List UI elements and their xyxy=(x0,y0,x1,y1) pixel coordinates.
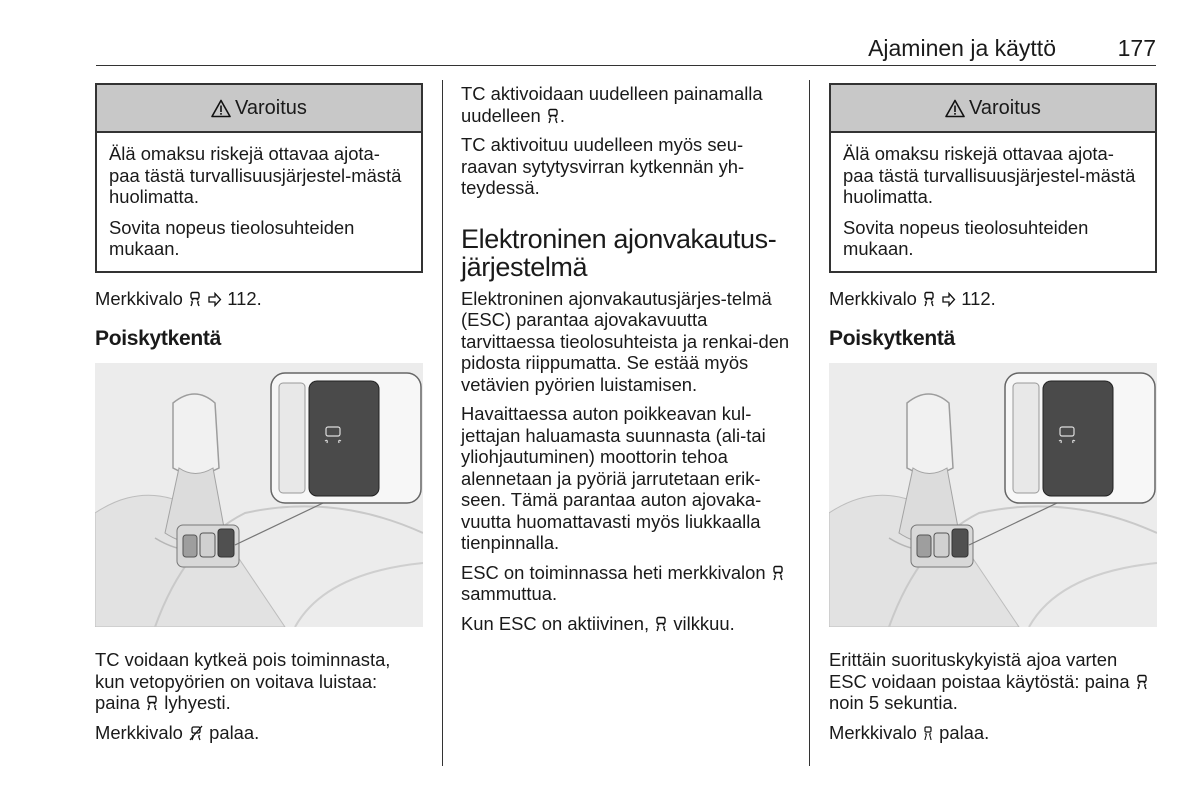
indicator-label: Merkkivalo xyxy=(95,287,183,309)
warning-triangle-icon xyxy=(211,99,231,118)
traction-control-off-icon xyxy=(188,725,204,741)
section-title: Ajaminen ja käyttö xyxy=(868,35,1056,61)
traction-control-icon xyxy=(654,616,668,632)
column-left xyxy=(95,83,423,751)
warning-title: Varoitus xyxy=(235,96,307,119)
warning-header xyxy=(831,85,1155,133)
warning-text: Älä omaksu riskejä ottavaa ajota-paa tästä turvallisuusjärjestel-mästä huolimatta. xyxy=(843,143,1136,207)
esc-button-illustration xyxy=(829,363,1157,627)
page-number: 177 xyxy=(1117,35,1156,61)
column-divider xyxy=(442,80,443,766)
esc-button-illustration xyxy=(95,363,423,627)
paragraph: Merkkivalo palaa. xyxy=(829,721,990,743)
column-divider xyxy=(809,80,810,766)
indicator-reference xyxy=(95,288,423,310)
warning-title: Varoitus xyxy=(969,96,1041,119)
indicator-label: Merkkivalo xyxy=(829,287,917,309)
traction-control-icon xyxy=(188,291,202,307)
paragraph: Elektroninen ajonvakautusjärjes-telmä (ESC) parantaa ajovakavuutta tarvittaessa tieolosuhteista ja renkai-den pidosta riippumatta. Se estää myös vetävien pyörien luistamisen. xyxy=(461,287,790,395)
page-reference-arrow-icon xyxy=(207,292,222,307)
traction-control-icon xyxy=(1135,674,1149,690)
paragraph: Havaittaessa auton poikkeavan kul-jettajan haluamasta suunnasta (ali-tai yliohjautuminen) moottorin tehoa alennetaan ja pyöriä jarrutetaan erik-seen. Tämä parantaa auton ajovaka-vuutta huomattavasti myös liukkaalla tienpinnalla. xyxy=(461,403,766,553)
warning-text: Sovita nopeus tieolosuhteiden mukaan. xyxy=(109,216,355,259)
warning-body xyxy=(97,133,421,271)
page-header xyxy=(96,33,1156,66)
warning-body xyxy=(831,133,1155,271)
page-ref-number: 112. xyxy=(227,287,262,309)
paragraph: Kun ESC on aktiivinen, vilkkuu. xyxy=(461,612,735,634)
warning-text: Älä omaksu riskejä ottavaa ajota-paa tästä turvallisuusjärjestel-mästä huolimatta. xyxy=(109,143,402,207)
traction-control-icon xyxy=(771,565,785,581)
traction-control-icon xyxy=(546,108,560,124)
warning-box xyxy=(829,83,1157,273)
esc-indicator-icon xyxy=(922,725,934,741)
warning-text: Sovita nopeus tieolosuhteiden mukaan. xyxy=(843,216,1089,259)
subheading: Poiskytkentä xyxy=(829,327,955,350)
paragraph: Merkkivalo palaa. xyxy=(95,721,260,743)
warning-triangle-icon xyxy=(945,99,965,118)
traction-control-icon xyxy=(145,695,159,711)
warning-box xyxy=(95,83,423,273)
column-right xyxy=(829,83,1157,751)
paragraph: TC aktivoidaan uudelleen painamalla uudelleen . xyxy=(461,83,763,126)
section-heading: Elektroninen ajonvakautus-järjestelmä xyxy=(461,223,777,282)
traction-control-icon xyxy=(922,291,936,307)
paragraph: Erittäin suorituskykyistä ajoa varten ESC voidaan poistaa käytöstä: paina noin 5 sekuntia. xyxy=(829,649,1157,714)
subheading: Poiskytkentä xyxy=(95,327,221,350)
paragraph: TC aktivoituu uudelleen myös seu-raavan sytytysvirran kytkennän yh-teydessä. xyxy=(461,134,745,198)
paragraph: TC voidaan kytkeä pois toiminnasta, kun vetopyörien on voitava luistaa: paina lyhyesti. xyxy=(95,649,391,713)
page-reference-arrow-icon xyxy=(941,292,956,307)
warning-header xyxy=(97,85,421,133)
indicator-reference xyxy=(829,288,1157,310)
paragraph: ESC on toiminnassa heti merkkivalon sammuttua. xyxy=(461,562,791,605)
column-middle xyxy=(461,83,791,642)
page-ref-number: 112. xyxy=(961,287,996,309)
